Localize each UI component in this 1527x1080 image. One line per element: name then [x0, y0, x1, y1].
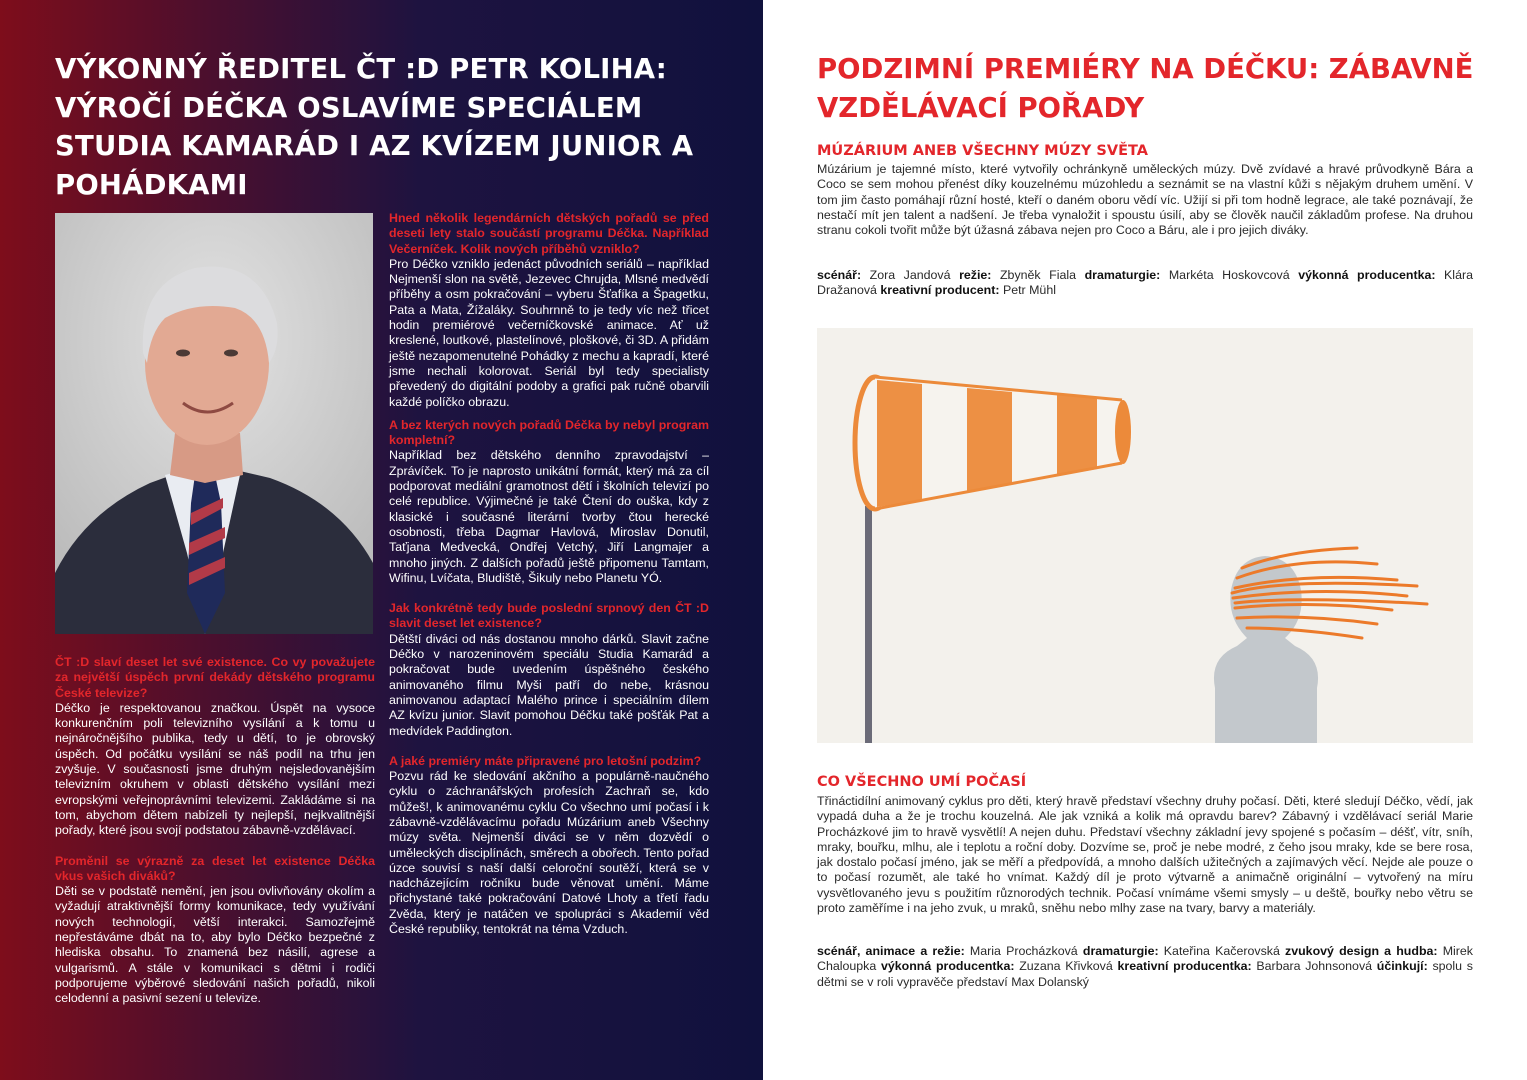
- credit-name: Mirek Chaloupka: [817, 944, 1473, 974]
- credit-role: kreativní producent:: [880, 283, 1000, 298]
- pocasi-heading: CO VŠECHNO UMÍ POČASÍ: [817, 774, 1027, 790]
- left-page: [0, 0, 763, 1080]
- muzarium-credits: [817, 268, 1473, 299]
- credit-name: Zora Jandová: [869, 268, 951, 282]
- question-3: Hned několik legendárních dětských pořadů se před deseti lety stalo součástí programu Déčka. Například Večerníček. Kolik nových příběhů vzniklo?: [389, 211, 709, 256]
- question-6: A jaké premiéry máte připravené pro letošní podzim?: [389, 753, 702, 768]
- credit-name: Markéta Hoskovcová: [1168, 268, 1290, 282]
- credit-name: Kateřina Kačerovská: [1163, 944, 1280, 958]
- credit-role: kreativní producentka:: [1117, 959, 1252, 974]
- credit-name: Zuzana Křivková: [1019, 959, 1113, 974]
- credit-role: výkonná producentka:: [1298, 268, 1436, 282]
- answer-4: Například bez dětského denního zpravodajství – Zprávíček. To je naprosto unikátní formát, který má za cíl podporovat mediální gramotnost dětí i školních televizí po celé republice. Výjimečné je také Čtení do ouška, kdy z klasické i současné literární tvorby čtou herecké osobnosti, třeba Dagmar Havlová, Miroslav Donutil, Taťjana Medvecká, Ondřej Vetchý, Jiří Langmajer a mnoho jiných. Z dalších pořadů ještě připomenu Tamtam, Wifinu, Lvíčata, Bludiště, Šikuly nebo Planetu YÓ.: [389, 448, 709, 585]
- muzarium-heading: MÚZÁRIUM ANEB VŠECHNY MÚZY SVĚTA: [817, 143, 1148, 159]
- question-1: ČT :D slaví deset let své existence. Co vy považujete za největší úspěch první dekády dětského programu České televize?: [55, 655, 375, 700]
- left-column-a: [55, 655, 375, 1007]
- left-column-b: [389, 211, 709, 937]
- answer-6: Pozvu rád ke sledování akčního a populárně-naučného cyklu o záchranářských profesích Zachraň se, kdo můžeš!, k animovanému cyklu Co všechno umí počasí i k zábavně-vzdělávacímu pořadu Múzárium aneb Všechny múzy světa. Nejmenší diváci se v něm dozvědí o uměleckých disciplínách, směrech a obořech. Tento pořad úzce souvisí s naší další celoroční soutěží, která se v nadcházejícím ročníku bude věnovat umění. Máme přichystané také pokračování Datové Lhoty a třetí řadu Zvěda, který je natáčen ve spolupráci s Akademií věd České republiky, tentokrát na téma Vzduch.: [389, 769, 709, 937]
- credit-role: účinkují:: [1376, 959, 1428, 974]
- pocasi-credits: [817, 944, 1473, 990]
- credit-role: výkonná producentka:: [880, 959, 1015, 974]
- question-5: Jak konkrétně tedy bude poslední srpnový den ČT :D slavit deset let existence?: [389, 601, 709, 631]
- credit-role: režie:: [959, 268, 992, 282]
- portrait-illustration: [55, 213, 373, 634]
- credit-role: scénář, animace a režie:: [817, 944, 965, 958]
- answer-5: Dětští diváci od nás dostanou mnoho dárků. Slavit začne Déčko v narozeninovém speciálu Studia Kamarád a pokračovat bude uvedením úspěšného českého animovaného filmu Myši patří do nebe, krásnou animovanou adaptací Malého prince i speciálním dílem AZ kvízu junior. Slavit pomohou Déčku také pošťák Pat a medvídek Paddington.: [389, 631, 709, 738]
- credit-name: spolu s dětmi se v roli vypravěče představí Max Dolanský: [817, 959, 1473, 989]
- answer-1: Déčko je respektovanou značkou. Úspět na vysoce konkurenčním poli televizního vysílání a k tomu u nejnáročnějšího publika, tedy u dětí, to je obrovský úspěch. Od počátku vysílání se náš podíl na trhu jen zvyšuje. V současnosti jsme druhým nejsledovanějším televizním okruhem v oblasti dětského vysílání mezi evropskými veřejnoprávními televizemi. Zakládáme si na tom, abychom dětem nabízeli ty nejlepší, nejkvalitnější pořady, které jsou svojí podstatou zábavně-vzdělávací.: [55, 700, 375, 838]
- question-2: Proměnil se výrazně za deset let existence Déčka vkus vašich diváků?: [55, 853, 375, 883]
- credit-role: zvukový design a hudba:: [1285, 944, 1438, 958]
- credit-name: Barbara Johnsonová: [1256, 959, 1373, 974]
- credit-name: Petr Mühl: [1002, 283, 1056, 298]
- credit-role: dramaturgie:: [1082, 944, 1159, 958]
- credit-name: Maria Procházková: [969, 944, 1078, 958]
- credit-name: Klára Dražanová: [817, 268, 1473, 298]
- right-page: [763, 0, 1527, 1080]
- premieres-title: PODZIMNÍ PREMIÉRY NA DÉČKU: ZÁBAVNĚ VZDĚLÁVACÍ POŘADY: [817, 53, 1474, 124]
- answer-3: Pro Déčko vzniklo jedenáct původních seriálů – například Nejmenší slon na světě, Jezevec Chrujda, Mlsné medvědí příběhy a osm pokračování – vyberu Šťafíka a Špagetku, Pata a Mata, Žížaláky. Souhrnně to je tedy víc než třicet hodin premiérové večerníčkovské animace. Ať už kreslené, loutkové, plastelínové, ploškové, či 3D. A přidám ještě nezapomenutelné Pohádky z mechu a kapradí, které jsme nechali kolorovat. Seriál byl tedy specialisty převedený do digitální podoby a grafici pak ručně obarvili každé políčko obrazu.: [389, 256, 709, 409]
- credit-name: Zbyněk Fiala: [999, 268, 1077, 282]
- interview-title: VÝKONNÝ ŘEDITEL ČT :D PETR KOLIHA: VÝROČÍ DÉČKA OSLAVÍME SPECIÁLEM STUDIA KAMARÁD I AZ KVÍZEM JUNIOR A POHÁDKAMI: [55, 53, 694, 201]
- credit-role: scénář:: [817, 268, 862, 282]
- windsock-drawing: [817, 328, 1473, 743]
- question-4: A bez kterých nových pořadů Déčka by nebyl program kompletní?: [389, 417, 709, 448]
- pocasi-text: Třináctidílní animovaný cyklus pro děti, který hravě představí všechny druhy počasí. Děti, které sledují Déčko, vědí, jak vypadá duha a že je trochu kouzelná. Ale jak vzniká a kolik má opravdu barev? Zábavný i vzdělávací seriál Marie Procházkové jim to hravě vysvětlí! A nejen duhu. Představí všechny základní jevy spojené s počasím – déšť, vítr, sníh, mraky, bouřku, mlhu, ale i teplotu a roční doby. Dozvíme se, proč je nebe modré, z čeho jsou mraky, kde se bere rosa, jak dostalo počasí jméno, jak se měří a předpovídá, a mnoho dalších užitečných a zajímavých věcí. Nejde ale pouze o to počasí rozumět, ale také ho vnímat. Každý díl je proto výtvarně a animačně originální – vytvořený na míru vysvětlovaného jevu s použitím různorodých technik. Počasí vnímáme všemi smysly – u deště, bouřky nebo větru se proto zaměříme i na jeho zvuk, u mraků, sněhu nebo mlhy zase na tvary, barvy a materiály.: [817, 794, 1473, 916]
- portrait-photo: [55, 213, 373, 634]
- answer-2: Děti se v podstatě nemění, jen jsou ovlivňovány okolím a vyžadují atraktivnější formy komunikace, tedy využívání nových technologií, větší interakci. Samozřejmě nepřestáváme dbát na to, aby bylo Déčko bezpečné z hlediska obsahu. To znamená bez násilí, agrese a vulgarismů. A stále v komunikaci s dětmi i rodiči podporujeme výběrové sledování našich pořadů, nikoli celodenní a pasivní sezení u televize.: [55, 884, 375, 1006]
- windsock-illustration: [817, 328, 1473, 743]
- muzarium-text: Múzárium je tajemné místo, které vytvořily ochránkyně uměleckých múzy. Dvě zvídavé a hravé průvodkyně Bára a Coco se sem mohou přenést díky kouzelnému múzohledu a seznámit se na vlastní kůži s nějakým druhem umění. V tom jim často pomáhají různí hosté, kteří o daném oboru vědí víc. Užijí si při tom hodně legrace, ale také poznávají, že nestačí mít jen talent a nadšení. Je třeba vynaložit i spoustu úsilí, aby se člověk naučil základům profese. Na druhou stranu cokoli tvořit může být úžasná zábava nejen pro Coco a Báru, ale i pro jejich diváky.: [817, 162, 1473, 238]
- credit-role: dramaturgie:: [1084, 268, 1161, 282]
